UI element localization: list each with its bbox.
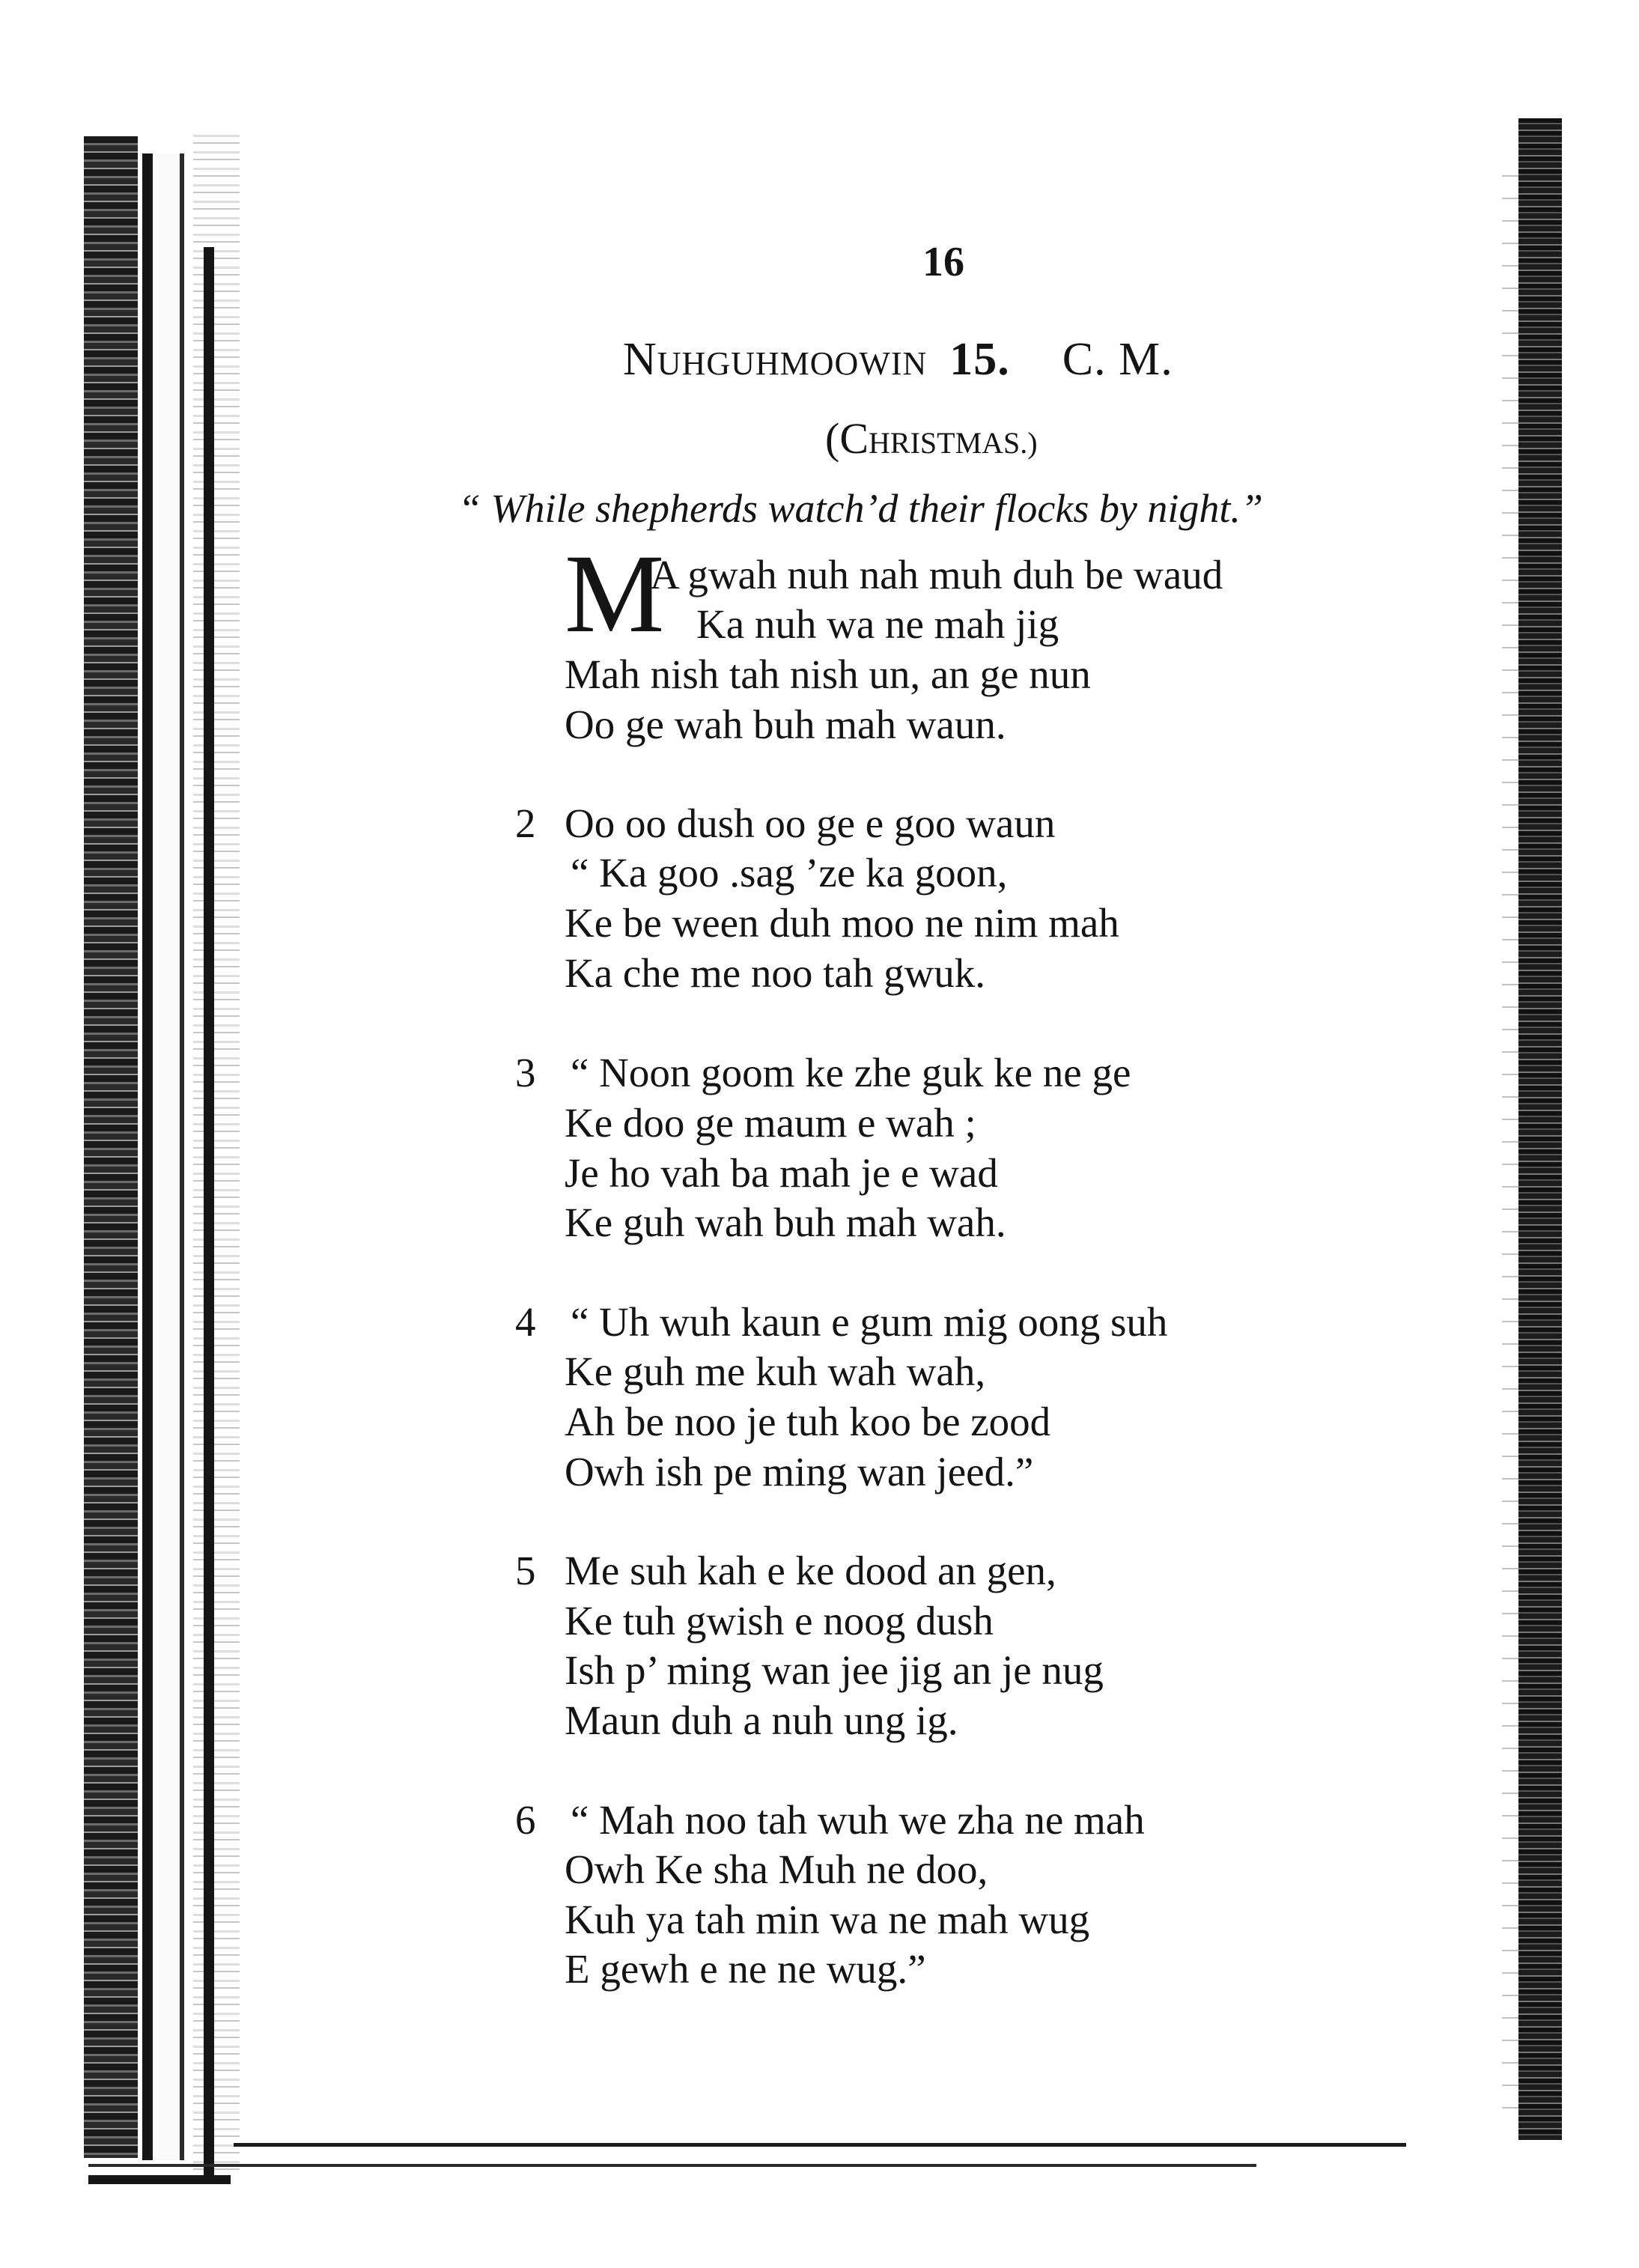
verse-1-line-1: A gwah nuh nah muh duh be waud xyxy=(650,552,1223,598)
verse-number: 2 xyxy=(515,800,536,846)
verse-6-line-4: E gewh e ne ne wug.” xyxy=(565,1946,926,1992)
verse-2-line-4: Ka che me noo tah gwuk. xyxy=(565,950,986,996)
hymn-title-initial: N xyxy=(623,334,657,385)
gutter-shadow-left xyxy=(204,247,214,2179)
verse-4-line-3: Ah be noo je tuh koo be zood xyxy=(565,1399,1051,1444)
verse-6-line-3: Kuh ya tah min wa ne mah wug xyxy=(565,1897,1090,1942)
verse-number: 3 xyxy=(515,1050,536,1095)
verse-1-line-4: Oo ge wah buh mah waun. xyxy=(565,702,1006,747)
verse-3-line-1: “ Noon goom ke zhe guk ke ne ge xyxy=(571,1050,1131,1095)
verse-3-line-4: Ke guh wah buh mah wah. xyxy=(565,1200,1006,1245)
bottom-corner-mark xyxy=(88,2175,231,2184)
verse-3-line-3: Je ho vah ba mah je e wad xyxy=(565,1150,998,1196)
verse-3-line-2: Ke doo ge maum e wah ; xyxy=(565,1100,976,1146)
binding-edge-left xyxy=(84,136,138,2158)
verse-5-line-1: Me suh kah e ke dood an gen, xyxy=(565,1548,1056,1593)
bottom-rule-outer xyxy=(88,2164,1256,2167)
verse-5-line-3: Ish p’ ming wan jee jig an je nug xyxy=(565,1647,1104,1693)
verse-5-line-4: Maun duh a nuh ung ig. xyxy=(565,1697,958,1743)
drop-cap: M xyxy=(565,532,665,656)
hymn-title xyxy=(623,333,1173,386)
verse-number: 6 xyxy=(515,1797,536,1843)
occasion-initial: (C xyxy=(825,414,869,463)
occasion-rest: HRISTMAS.) xyxy=(869,426,1038,460)
verse-4-line-1: “ Uh wuh kaun e gum mig oong suh xyxy=(571,1299,1168,1345)
page-edge-texture-left xyxy=(193,135,240,2171)
hymn-occasion xyxy=(825,413,1038,463)
verse-number: 4 xyxy=(515,1299,536,1345)
verse-1-line-3: Mah nish tah nish un, an ge nun xyxy=(565,651,1091,697)
verse-number: 5 xyxy=(515,1548,536,1593)
verse-1-line-2: Ka nuh wa ne mah jig xyxy=(696,601,1059,647)
verse-6-line-2: Owh Ke sha Muh ne doo, xyxy=(565,1846,988,1892)
verse-2-line-1: Oo oo dush oo ge e goo waun xyxy=(565,800,1056,846)
tune-first-line: “ While shepherds watch’d their flocks by night.” xyxy=(458,486,1263,531)
hymn-meter: C. M. xyxy=(1062,334,1173,385)
hymn-number: 15. xyxy=(949,334,1010,385)
binding-edge-right xyxy=(1518,118,1562,2140)
binding-inner-left xyxy=(142,153,184,2160)
hymn-title-rest: UHGUHMOOWIN xyxy=(657,345,928,382)
verse-2-line-3: Ke be ween duh moo ne nim mah xyxy=(565,900,1119,946)
verse-6-line-1: “ Mah noo tah wuh we zha ne mah xyxy=(571,1797,1145,1843)
verse-4-line-4: Owh ish pe ming wan jeed.” xyxy=(565,1449,1034,1495)
verse-4-line-2: Ke guh me kuh wah wah, xyxy=(565,1349,986,1394)
page-number: 16 xyxy=(922,239,964,285)
page-edge-texture-right xyxy=(1502,165,1518,2112)
verse-2-line-2: “ Ka goo .sag ’ze ka goon, xyxy=(571,850,1008,896)
verse-5-line-2: Ke tuh gwish e noog dush xyxy=(565,1598,994,1644)
bottom-rule xyxy=(234,2143,1406,2147)
